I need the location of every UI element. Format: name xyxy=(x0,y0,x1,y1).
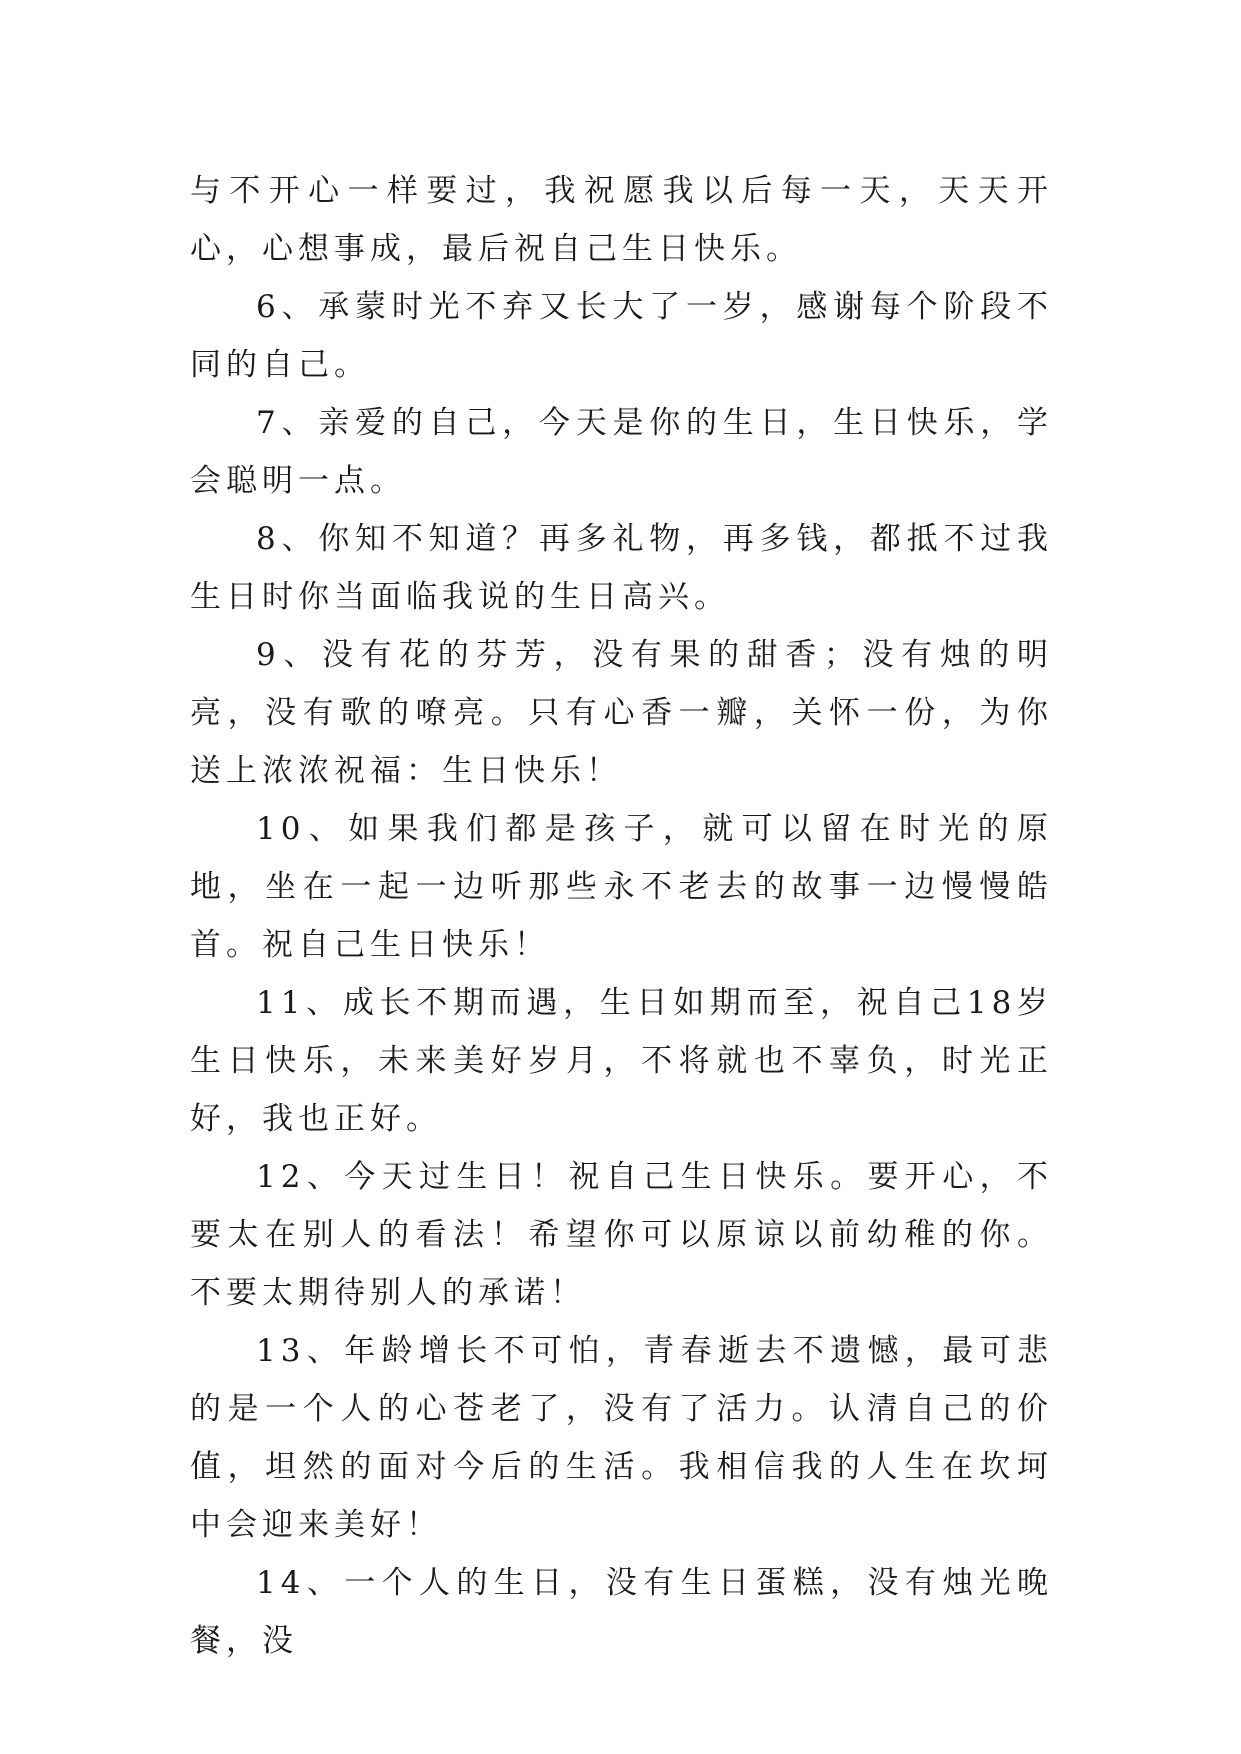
paragraph-item-14: 14、一个人的生日，没有生日蛋糕，没有烛光晚餐，没 xyxy=(190,1565,1053,1659)
paragraph-continuation: 与不开心一样要过，我祝愿我以后每一天，天天开心，心想事成，最后祝自己生日快乐。 xyxy=(190,173,1053,267)
paragraph-item-10: 10、如果我们都是孩子，就可以留在时光的原地，坐在一起一边听那些永不老去的故事一边慢慢皓首。祝自己生日快乐！ xyxy=(190,811,1053,963)
paragraph-item-13: 13、年龄增长不可怕，青春逝去不遗憾，最可悲的是一个人的心苍老了，没有了活力。认清自己的价值，坦然的面对今后的生活。我相信我的人生在坎坷中会迎来美好！ xyxy=(190,1333,1053,1543)
paragraph-item-9: 9、没有花的芬芳，没有果的甜香；没有烛的明亮，没有歌的嘹亮。只有心香一瓣，关怀一份，为你送上浓浓祝福：生日快乐！ xyxy=(190,637,1053,789)
paragraph-item-11: 11、成长不期而遇，生日如期而至，祝自己18岁生日快乐，未来美好岁月，不将就也不辜负，时光正好，我也正好。 xyxy=(190,985,1053,1137)
paragraph-item-6: 6、承蒙时光不弃又长大了一岁，感谢每个阶段不同的自己。 xyxy=(190,289,1053,383)
paragraph-item-7: 7、亲爱的自己，今天是你的生日，生日快乐，学会聪明一点。 xyxy=(190,405,1053,499)
document-body xyxy=(190,162,1053,1670)
paragraph-item-12: 12、今天过生日！祝自己生日快乐。要开心，不要太在别人的看法！希望你可以原谅以前幼稚的你。不要太期待别人的承诺！ xyxy=(190,1159,1053,1311)
paragraph-item-8: 8、你知不知道？再多礼物，再多钱，都抵不过我生日时你当面临我说的生日高兴。 xyxy=(190,521,1053,615)
